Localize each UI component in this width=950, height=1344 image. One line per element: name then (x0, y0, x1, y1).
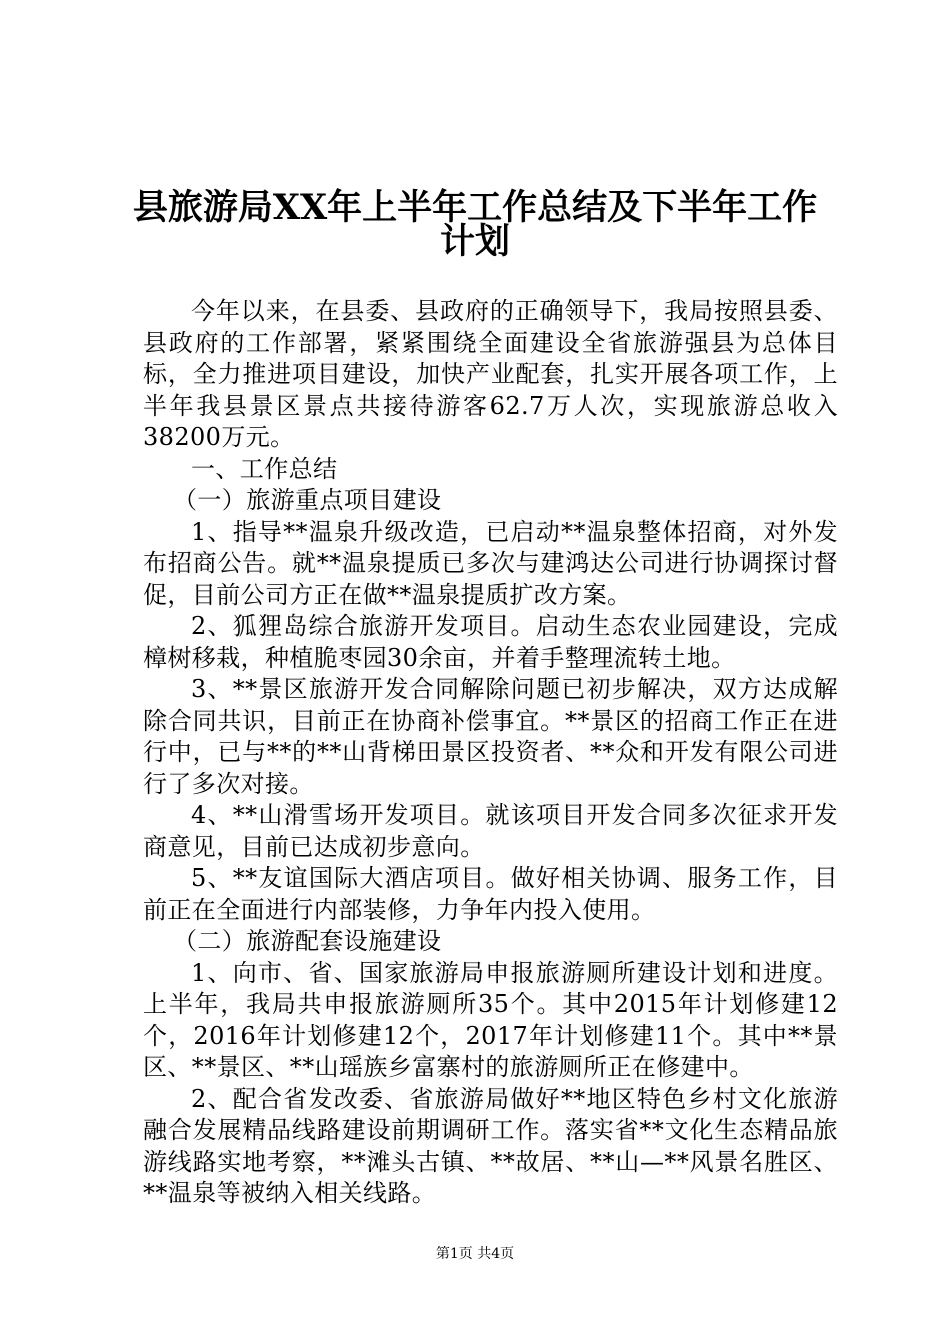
document-title-line-2: 计划 (439, 221, 510, 262)
body-paragraph: 4、**山滑雪场开发项目。就该项目开发合同多次征求开发商意见，目前已达成初步意向。 (143, 801, 838, 861)
section-heading: 一、工作总结 (191, 454, 338, 483)
body-paragraph: 2、配合省发改委、省旅游局做好**地区特色乡村文化旅游融合发展精品线路建设前期调研工作。落实省**文化生态精品旅游线路实地考察，**滩头古镇、**故居、**山—**风景名胜区、**温泉等被纳入相关线路。 (143, 1084, 838, 1207)
body-paragraph: 2、狐狸岛综合旅游开发项目。启动生态农业园建设，完成樟树移栽，种植脆枣园30余亩，并着手整理流转土地。 (143, 612, 838, 672)
page-number-footer: 第1页 共4页 (435, 1246, 515, 1262)
intro-paragraph: 今年以来，在县委、县政府的正确领导下，我局按照县委、县政府的工作部署，紧紧围绕全面建设全省旅游强县为总体目标，全力推进项目建设，加快产业配套，扎实开展各项工作，上半年我县景区景点共接待游客62.7万人次，实现旅游总收入38200万元。 (143, 297, 838, 451)
subsection-heading: （一）旅游重点项目建设 (173, 486, 442, 514)
body-paragraph: 5、**友谊国际大酒店项目。做好相关协调、服务工作，目前正在全面进行内部装修，力争年内投入使用。 (143, 864, 838, 924)
body-paragraph: 1、指导**温泉升级改造，已启动**温泉整体招商，对外发布招商公告。就**温泉提质已多次与建鸿达公司进行协调探讨督促，目前公司方正在做**温泉提质扩改方案。 (143, 517, 838, 609)
body-paragraph: 3、**景区旅游开发合同解除问题已初步解决，双方达成解除合同共识，目前正在协商补偿事宜。**景区的招商工作正在进行中，已与**的**山背梯田景区投资者、**众和开发有限公司进行了多次对接。 (143, 675, 838, 798)
body-paragraph: 1、向市、省、国家旅游局申报旅游厕所建设计划和进度。上半年，我局共申报旅游厕所35个。其中2015年计划修建12个，2016年计划修建12个，2017年计划修建11个。其中**景区、**景区、**山瑶族乡富寨村的旅游厕所正在修建中。 (143, 958, 838, 1081)
document-title-line-1: 县旅游局XX年上半年工作总结及下半年工作 (132, 187, 818, 228)
subsection-heading: （二）旅游配套设施建设 (173, 927, 442, 955)
document-body (143, 296, 838, 1210)
